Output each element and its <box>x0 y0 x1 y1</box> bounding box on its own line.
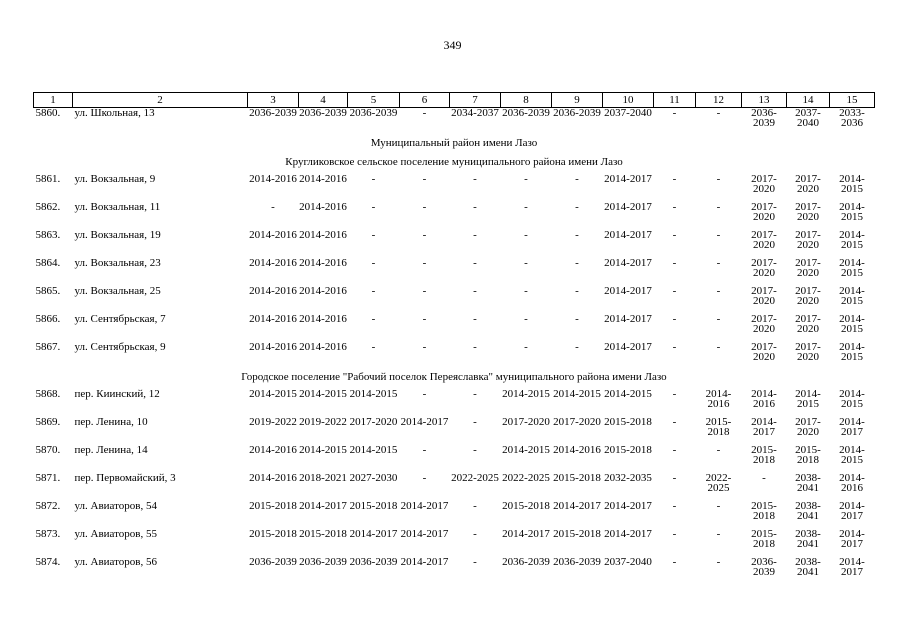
period-cell: 2014-2016 <box>299 257 347 269</box>
table-row <box>34 529 875 557</box>
period-cell: 2014-2016 <box>299 285 347 297</box>
period-cell: - <box>524 313 528 325</box>
period-cell: 2014-2016 <box>705 388 732 410</box>
section-heading: Городское поселение "Рабочий поселок Переяславка" муниципального района имени Лазо <box>241 371 667 383</box>
period-cell: 2036-2039 <box>249 556 297 568</box>
table-row <box>34 389 875 417</box>
period-cell: 2036-2039 <box>349 107 398 119</box>
period-cell: - <box>371 341 376 353</box>
period-cell: 2036-2039 <box>751 107 777 129</box>
column-header-4: 4 <box>299 93 348 108</box>
period-cell: 2014-2017 <box>604 229 652 241</box>
period-cell: - <box>575 201 579 213</box>
column-header-11: 11 <box>654 93 696 108</box>
address-cell: пер. Первомайский, 3 <box>74 472 176 484</box>
period-cell: 2037-2040 <box>795 107 821 129</box>
row-number: 5861. <box>35 173 61 185</box>
period-cell: 2017-2020 <box>751 285 777 307</box>
column-header-8: 8 <box>501 93 552 108</box>
period-cell: - <box>716 444 721 456</box>
period-cell: 2027-2030 <box>349 472 398 484</box>
period-cell: 2033-2036 <box>839 107 865 129</box>
period-cell: 2017-2020 <box>795 173 821 195</box>
period-cell: 2014-2015 <box>349 388 398 400</box>
period-cell: 2014-2015 <box>604 388 652 400</box>
period-cell: - <box>672 201 677 213</box>
period-cell: - <box>575 257 579 269</box>
period-cell: 2014-2017 <box>604 341 652 353</box>
period-cell: 2038-2041 <box>795 500 821 522</box>
period-cell: - <box>473 556 477 568</box>
period-cell: 2038-2041 <box>795 556 821 578</box>
period-cell: 2015-2018 <box>249 528 297 540</box>
table-header-row <box>34 93 875 108</box>
period-cell: 2014-2015 <box>839 257 865 279</box>
period-cell: 2036-2039 <box>553 556 601 568</box>
row-number: 5865. <box>35 285 61 297</box>
row-number: 5867. <box>35 341 61 353</box>
period-cell: - <box>422 229 427 241</box>
period-cell: - <box>716 173 721 185</box>
row-number: 5870. <box>35 444 61 456</box>
period-cell: - <box>672 388 677 400</box>
page-number: 349 <box>443 38 462 52</box>
period-cell: - <box>575 285 579 297</box>
period-cell: 2014-2017 <box>839 500 865 522</box>
column-header-10: 10 <box>603 93 654 108</box>
table-row <box>34 501 875 529</box>
row-number: 5862. <box>35 201 61 213</box>
table-row <box>34 230 875 258</box>
period-cell: 2014-2017 <box>553 500 601 512</box>
column-header-6: 6 <box>400 93 450 108</box>
period-cell: 2014-2015 <box>502 388 550 400</box>
period-cell: 2015-2018 <box>299 528 347 540</box>
period-cell: 2037-2040 <box>604 556 652 568</box>
period-cell: 2017-2020 <box>795 313 821 335</box>
period-cell: 2036-2039 <box>751 556 777 578</box>
period-cell: 2017-2020 <box>751 341 777 363</box>
address-cell: пер. Ленина, 14 <box>74 444 148 456</box>
period-cell: - <box>575 341 579 353</box>
period-cell: - <box>716 107 721 119</box>
period-cell: 2017-2020 <box>795 416 821 438</box>
period-cell: 2015-2018 <box>349 500 398 512</box>
period-cell: 2014-2015 <box>839 341 865 363</box>
period-cell: 2015-2018 <box>751 528 777 550</box>
period-cell: 2036-2039 <box>553 107 601 119</box>
period-cell: - <box>524 201 528 213</box>
table-row <box>34 108 875 137</box>
period-cell: 2017-2020 <box>795 257 821 279</box>
period-cell: 2038-2041 <box>795 472 821 494</box>
period-cell: 2014-2017 <box>400 416 449 428</box>
period-cell: - <box>371 285 376 297</box>
period-cell: - <box>575 229 579 241</box>
period-cell: 2017-2020 <box>751 201 777 223</box>
row-number: 5866. <box>35 313 61 325</box>
period-cell: 2014-2015 <box>349 444 398 456</box>
period-cell: - <box>371 173 376 185</box>
period-cell: 2014-2017 <box>299 500 347 512</box>
period-cell: 2015-2018 <box>751 444 777 466</box>
period-cell: - <box>422 444 427 456</box>
period-cell: 2014-2017 <box>751 416 777 438</box>
column-header-2: 2 <box>73 93 248 108</box>
column-header-12: 12 <box>696 93 742 108</box>
period-cell: - <box>716 229 721 241</box>
period-cell: 2014-2016 <box>751 388 777 410</box>
period-cell: 2017-2020 <box>751 257 777 279</box>
period-cell: 2014-2017 <box>400 556 449 568</box>
period-cell: 2014-2016 <box>249 229 297 241</box>
period-cell: 2014-2016 <box>249 444 297 456</box>
period-cell: - <box>672 107 677 119</box>
row-number: 5873. <box>35 528 61 540</box>
period-cell: 2014-2017 <box>604 173 652 185</box>
period-cell: 2014-2015 <box>502 444 550 456</box>
period-cell: 2014-2015 <box>249 388 297 400</box>
period-cell: - <box>422 107 427 119</box>
period-cell: - <box>473 341 477 353</box>
row-number: 5860. <box>35 107 61 119</box>
period-cell: - <box>672 472 677 484</box>
table-row <box>34 417 875 445</box>
period-cell: - <box>672 444 677 456</box>
period-cell: - <box>672 313 677 325</box>
period-cell: - <box>473 444 477 456</box>
section-heading: Муниципальный район имени Лазо <box>370 137 538 149</box>
period-cell: 2014-2016 <box>249 285 297 297</box>
period-cell: - <box>422 257 427 269</box>
period-cell: - <box>473 201 477 213</box>
period-cell: 2014-2016 <box>249 257 297 269</box>
address-cell: ул. Школьная, 13 <box>74 107 155 119</box>
period-cell: 2014-2016 <box>299 201 347 213</box>
address-cell: ул. Авиаторов, 55 <box>74 528 157 540</box>
period-cell: 2014-2017 <box>604 500 652 512</box>
period-cell: - <box>473 388 477 400</box>
period-cell: 2014-2016 <box>249 341 297 353</box>
period-cell: 2014-2017 <box>839 556 865 578</box>
row-number: 5863. <box>35 229 61 241</box>
period-cell: 2017-2020 <box>751 173 777 195</box>
table-row <box>34 445 875 473</box>
column-header-3: 3 <box>248 93 299 108</box>
period-cell: 2032-2035 <box>604 472 652 484</box>
period-cell: - <box>716 556 721 568</box>
period-cell: 2014-2016 <box>553 444 601 456</box>
row-number: 5868. <box>35 388 61 400</box>
period-cell: - <box>473 173 477 185</box>
period-cell: 2015-2018 <box>604 444 652 456</box>
period-cell: - <box>716 201 721 213</box>
period-cell: - <box>371 257 376 269</box>
period-cell: 2014-2017 <box>349 528 398 540</box>
period-cell: 2014-2015 <box>839 201 865 223</box>
period-cell: - <box>762 472 766 484</box>
period-cell: 2015-2018 <box>502 500 550 512</box>
period-cell: - <box>371 201 376 213</box>
period-cell: - <box>672 528 677 540</box>
period-cell: - <box>422 341 427 353</box>
period-cell: 2014-2017 <box>604 313 652 325</box>
period-cell: 2022-2025 <box>451 472 499 484</box>
period-cell: 2036-2039 <box>299 107 347 119</box>
address-cell: ул. Авиаторов, 54 <box>74 500 157 512</box>
table-row <box>34 342 875 370</box>
address-cell: пер. Киинский, 12 <box>74 388 160 400</box>
period-cell: - <box>524 341 528 353</box>
column-header-13: 13 <box>742 93 787 108</box>
table-row <box>34 314 875 342</box>
row-number: 5872. <box>35 500 61 512</box>
period-cell: - <box>473 528 477 540</box>
period-cell: 2014-2015 <box>839 444 865 466</box>
table-row <box>34 174 875 202</box>
period-cell: - <box>575 173 579 185</box>
period-cell: 2015-2018 <box>249 500 297 512</box>
period-cell: 2014-2017 <box>502 528 550 540</box>
section-heading-row <box>34 370 875 389</box>
period-cell: 2038-2041 <box>795 528 821 550</box>
period-cell: - <box>716 285 721 297</box>
period-cell: 2019-2022 <box>249 416 297 428</box>
period-cell: 2017-2020 <box>795 285 821 307</box>
period-cell: 2015-2018 <box>604 416 652 428</box>
address-cell: ул. Вокзальная, 11 <box>74 201 161 213</box>
period-cell: - <box>524 285 528 297</box>
period-cell: 2014-2016 <box>839 472 865 494</box>
period-cell: 2017-2020 <box>502 416 550 428</box>
period-cell: - <box>371 229 376 241</box>
period-cell: 2014-2017 <box>604 257 652 269</box>
period-cell: 2015-2018 <box>553 528 601 540</box>
address-cell: ул. Авиаторов, 56 <box>74 556 157 568</box>
period-cell: 2015-2018 <box>553 472 601 484</box>
period-cell: 2014-2017 <box>400 500 449 512</box>
period-cell: 2019-2022 <box>299 416 347 428</box>
period-cell: 2015-2018 <box>705 416 732 438</box>
address-cell: ул. Сентябрьская, 7 <box>74 313 166 325</box>
row-number: 5874. <box>35 556 61 568</box>
address-cell: ул. Вокзальная, 9 <box>74 173 156 185</box>
period-cell: - <box>422 388 427 400</box>
period-cell: - <box>473 313 477 325</box>
period-cell: 2014-2016 <box>299 341 347 353</box>
period-cell: - <box>716 341 721 353</box>
period-cell: 2014-2015 <box>839 388 865 410</box>
address-cell: ул. Вокзальная, 23 <box>74 257 161 269</box>
period-cell: 2036-2039 <box>249 107 297 119</box>
period-cell: 2014-2016 <box>249 472 297 484</box>
period-cell: - <box>716 528 721 540</box>
column-header-9: 9 <box>552 93 603 108</box>
period-cell: - <box>422 201 427 213</box>
period-cell: 2014-2016 <box>299 229 347 241</box>
address-cell: ул. Вокзальная, 25 <box>74 285 161 297</box>
period-cell: 2017-2020 <box>751 229 777 251</box>
period-cell: - <box>672 341 677 353</box>
period-cell: 2036-2039 <box>299 556 347 568</box>
period-cell: 2014-2015 <box>299 444 347 456</box>
period-cell: - <box>672 556 677 568</box>
period-cell: 2017-2020 <box>795 229 821 251</box>
table-row <box>34 286 875 314</box>
period-cell: - <box>422 173 427 185</box>
period-cell: 2014-2017 <box>839 528 865 550</box>
period-cell: - <box>473 416 477 428</box>
table-row <box>34 557 875 585</box>
period-cell: 2014-2015 <box>299 388 347 400</box>
section-heading-row <box>34 136 875 155</box>
buildings-table <box>33 92 875 585</box>
period-cell: - <box>716 313 721 325</box>
period-cell: - <box>716 257 721 269</box>
period-cell: 2014-2016 <box>249 173 297 185</box>
column-header-7: 7 <box>450 93 501 108</box>
period-cell: - <box>422 313 427 325</box>
column-header-5: 5 <box>348 93 400 108</box>
period-cell: 2014-2017 <box>839 416 865 438</box>
period-cell: 2036-2039 <box>349 556 398 568</box>
period-cell: 2017-2020 <box>553 416 601 428</box>
row-number: 5864. <box>35 257 61 269</box>
period-cell: - <box>575 313 579 325</box>
table-row <box>34 202 875 230</box>
period-cell: 2014-2015 <box>839 173 865 195</box>
period-cell: 2015-2018 <box>751 500 777 522</box>
period-cell: - <box>473 257 477 269</box>
period-cell: - <box>524 229 528 241</box>
period-cell: - <box>473 229 477 241</box>
period-cell: - <box>672 257 677 269</box>
period-cell: 2014-2015 <box>839 285 865 307</box>
period-cell: - <box>672 416 677 428</box>
period-cell: 2014-2016 <box>299 173 347 185</box>
period-cell: - <box>672 229 677 241</box>
period-cell: 2014-2015 <box>795 388 821 410</box>
period-cell: - <box>716 500 721 512</box>
column-header-14: 14 <box>787 93 830 108</box>
table-row <box>34 258 875 286</box>
period-cell: - <box>371 313 376 325</box>
period-cell: 2014-2017 <box>604 201 652 213</box>
period-cell: 2017-2020 <box>349 416 398 428</box>
period-cell: 2014-2016 <box>299 313 347 325</box>
address-cell: ул. Сентябрьская, 9 <box>74 341 166 353</box>
address-cell: пер. Ленина, 10 <box>74 416 148 428</box>
period-cell: 2036-2039 <box>502 556 550 568</box>
section-heading: Кругликовское сельское поселение муниципального района имени Лазо <box>285 156 623 168</box>
period-cell: 2017-2020 <box>795 341 821 363</box>
period-cell: - <box>271 201 275 213</box>
table-row <box>34 473 875 501</box>
period-cell: 2022-2025 <box>502 472 550 484</box>
period-cell: - <box>473 285 477 297</box>
period-cell: 2014-2015 <box>839 313 865 335</box>
period-cell: 2014-2015 <box>839 229 865 251</box>
period-cell: 2017-2020 <box>751 313 777 335</box>
period-cell: - <box>422 472 427 484</box>
period-cell: 2036-2039 <box>502 107 550 119</box>
period-cell: 2014-2015 <box>553 388 601 400</box>
period-cell: 2037-2040 <box>604 107 652 119</box>
row-number: 5869. <box>35 416 61 428</box>
period-cell: 2034-2037 <box>451 107 499 119</box>
address-cell: ул. Вокзальная, 19 <box>74 229 161 241</box>
period-cell: 2018-2021 <box>299 472 347 484</box>
period-cell: 2014-2017 <box>400 528 449 540</box>
period-cell: 2014-2017 <box>604 285 652 297</box>
period-cell: 2014-2016 <box>249 313 297 325</box>
period-cell: - <box>524 257 528 269</box>
period-cell: 2014-2017 <box>604 528 652 540</box>
period-cell: - <box>672 500 677 512</box>
period-cell: - <box>672 173 677 185</box>
period-cell: 2022-2025 <box>705 472 732 494</box>
section-heading-row <box>34 155 875 174</box>
period-cell: - <box>473 500 477 512</box>
column-header-1: 1 <box>34 93 73 108</box>
column-header-15: 15 <box>830 93 875 108</box>
row-number: 5871. <box>35 472 61 484</box>
period-cell: - <box>422 285 427 297</box>
period-cell: - <box>672 285 677 297</box>
period-cell: 2015-2018 <box>795 444 821 466</box>
period-cell: 2017-2020 <box>795 201 821 223</box>
period-cell: - <box>524 173 528 185</box>
